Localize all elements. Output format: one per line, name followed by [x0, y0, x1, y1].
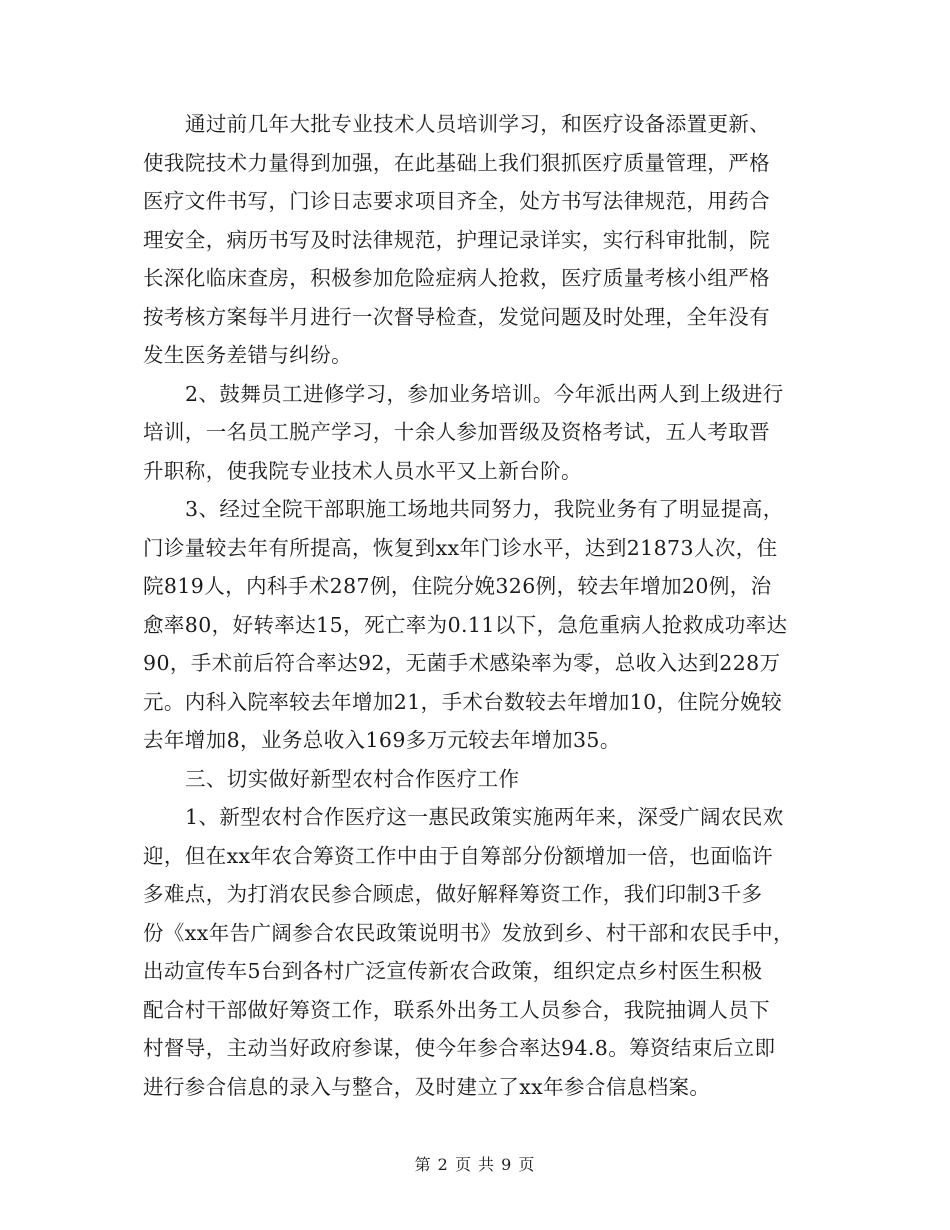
text-line: 去年增加8，业务总收入169多万元较去年增加35。 [143, 728, 621, 752]
text-line: 迎，但在xx年农合筹资工作中由于自筹部分份额增加一倍，也面临许 [143, 843, 774, 868]
text-line: 院819人，内科手术287例，住院分娩326例，较去年增加20例，治 [143, 574, 772, 598]
text-line: 医疗文件书写，门诊日志要求项目齐全，处方书写法律规范，用药合 [143, 189, 770, 213]
page-number: 第 2 页 共 9 页 [414, 1155, 536, 1174]
text-line: 村督导，主动当好政府参谋，使今年参合率达94.8。筹资结束后立即 [143, 1036, 776, 1060]
text-line: 通过前几年大批专业技术人员培训学习，和医疗设备添置更新、 [185, 112, 771, 136]
text-line: 进行参合信息的录入与整合，及时建立了xx年参合信息档案。 [143, 1074, 711, 1099]
text-line: 元。内科入院率较去年增加21，手术台数较去年增加10，住院分娩较 [143, 689, 782, 714]
document-body [143, 105, 815, 1106]
text-line: 配合村干部做好筹资工作，联系外出务工人员参合，我院抽调人员下 [143, 997, 770, 1022]
text-line: 愈率80，好转率达15，死亡率为0.11以下，急危重病人抢救成功率达 [143, 612, 788, 637]
section-heading: 三、切实做好新型农村合作医疗工作 [185, 766, 520, 791]
text-line: 使我院技术力量得到加强，在此基础上我们狠抓医疗质量管理，严格 [143, 150, 770, 175]
text-line: 培训，一名员工脱产学习，十余人参加晋级及资格考试，五人考取晋 [143, 420, 770, 444]
text-line: 按考核方案每半月进行一次督导检查，发觉问题及时处理，全年没有 [143, 304, 770, 329]
text-line: 份《xx年告广阔参合农民政策说明书》发放到乡、村干部和农民手中， [143, 920, 794, 945]
text-line: 90，手术前后符合率达92，无菌手术感染率为零，总收入达到228万 [143, 651, 781, 675]
text-line: 长深化临床查房，积极参加危险症病人抢救，医疗质量考核小组严格 [143, 266, 770, 290]
text-line: 发生医务差错与纠纷。 [143, 343, 352, 367]
text-line: 升职称，使我院专业技术人员水平又上新台阶。 [143, 458, 582, 483]
text-line: 门诊量较去年有所提高，恢复到xx年门诊水平，达到21873人次，住 [143, 535, 778, 560]
text-line: 3、经过全院干部职施工场地共同努力，我院业务有了明显提高， [185, 497, 784, 521]
text-line: 2、鼓舞员工进修学习，参加业务培训。今年派出两人到上级进行 [185, 381, 784, 406]
text-line: 理安全，病历书写及时法律规范，护理记录详实，实行科审批制，院 [143, 227, 770, 252]
text-line: 多难点，为打消农民参合顾虑，做好解释筹资工作，我们印制3千多 [143, 882, 763, 906]
text-line: 1、新型农村合作医疗这一惠民政策实施两年来，深受广阔农民欢 [185, 805, 784, 829]
text-line: 出动宣传车5台到各村广泛宣传新农合政策，组织定点乡村医生积极 [143, 959, 763, 983]
